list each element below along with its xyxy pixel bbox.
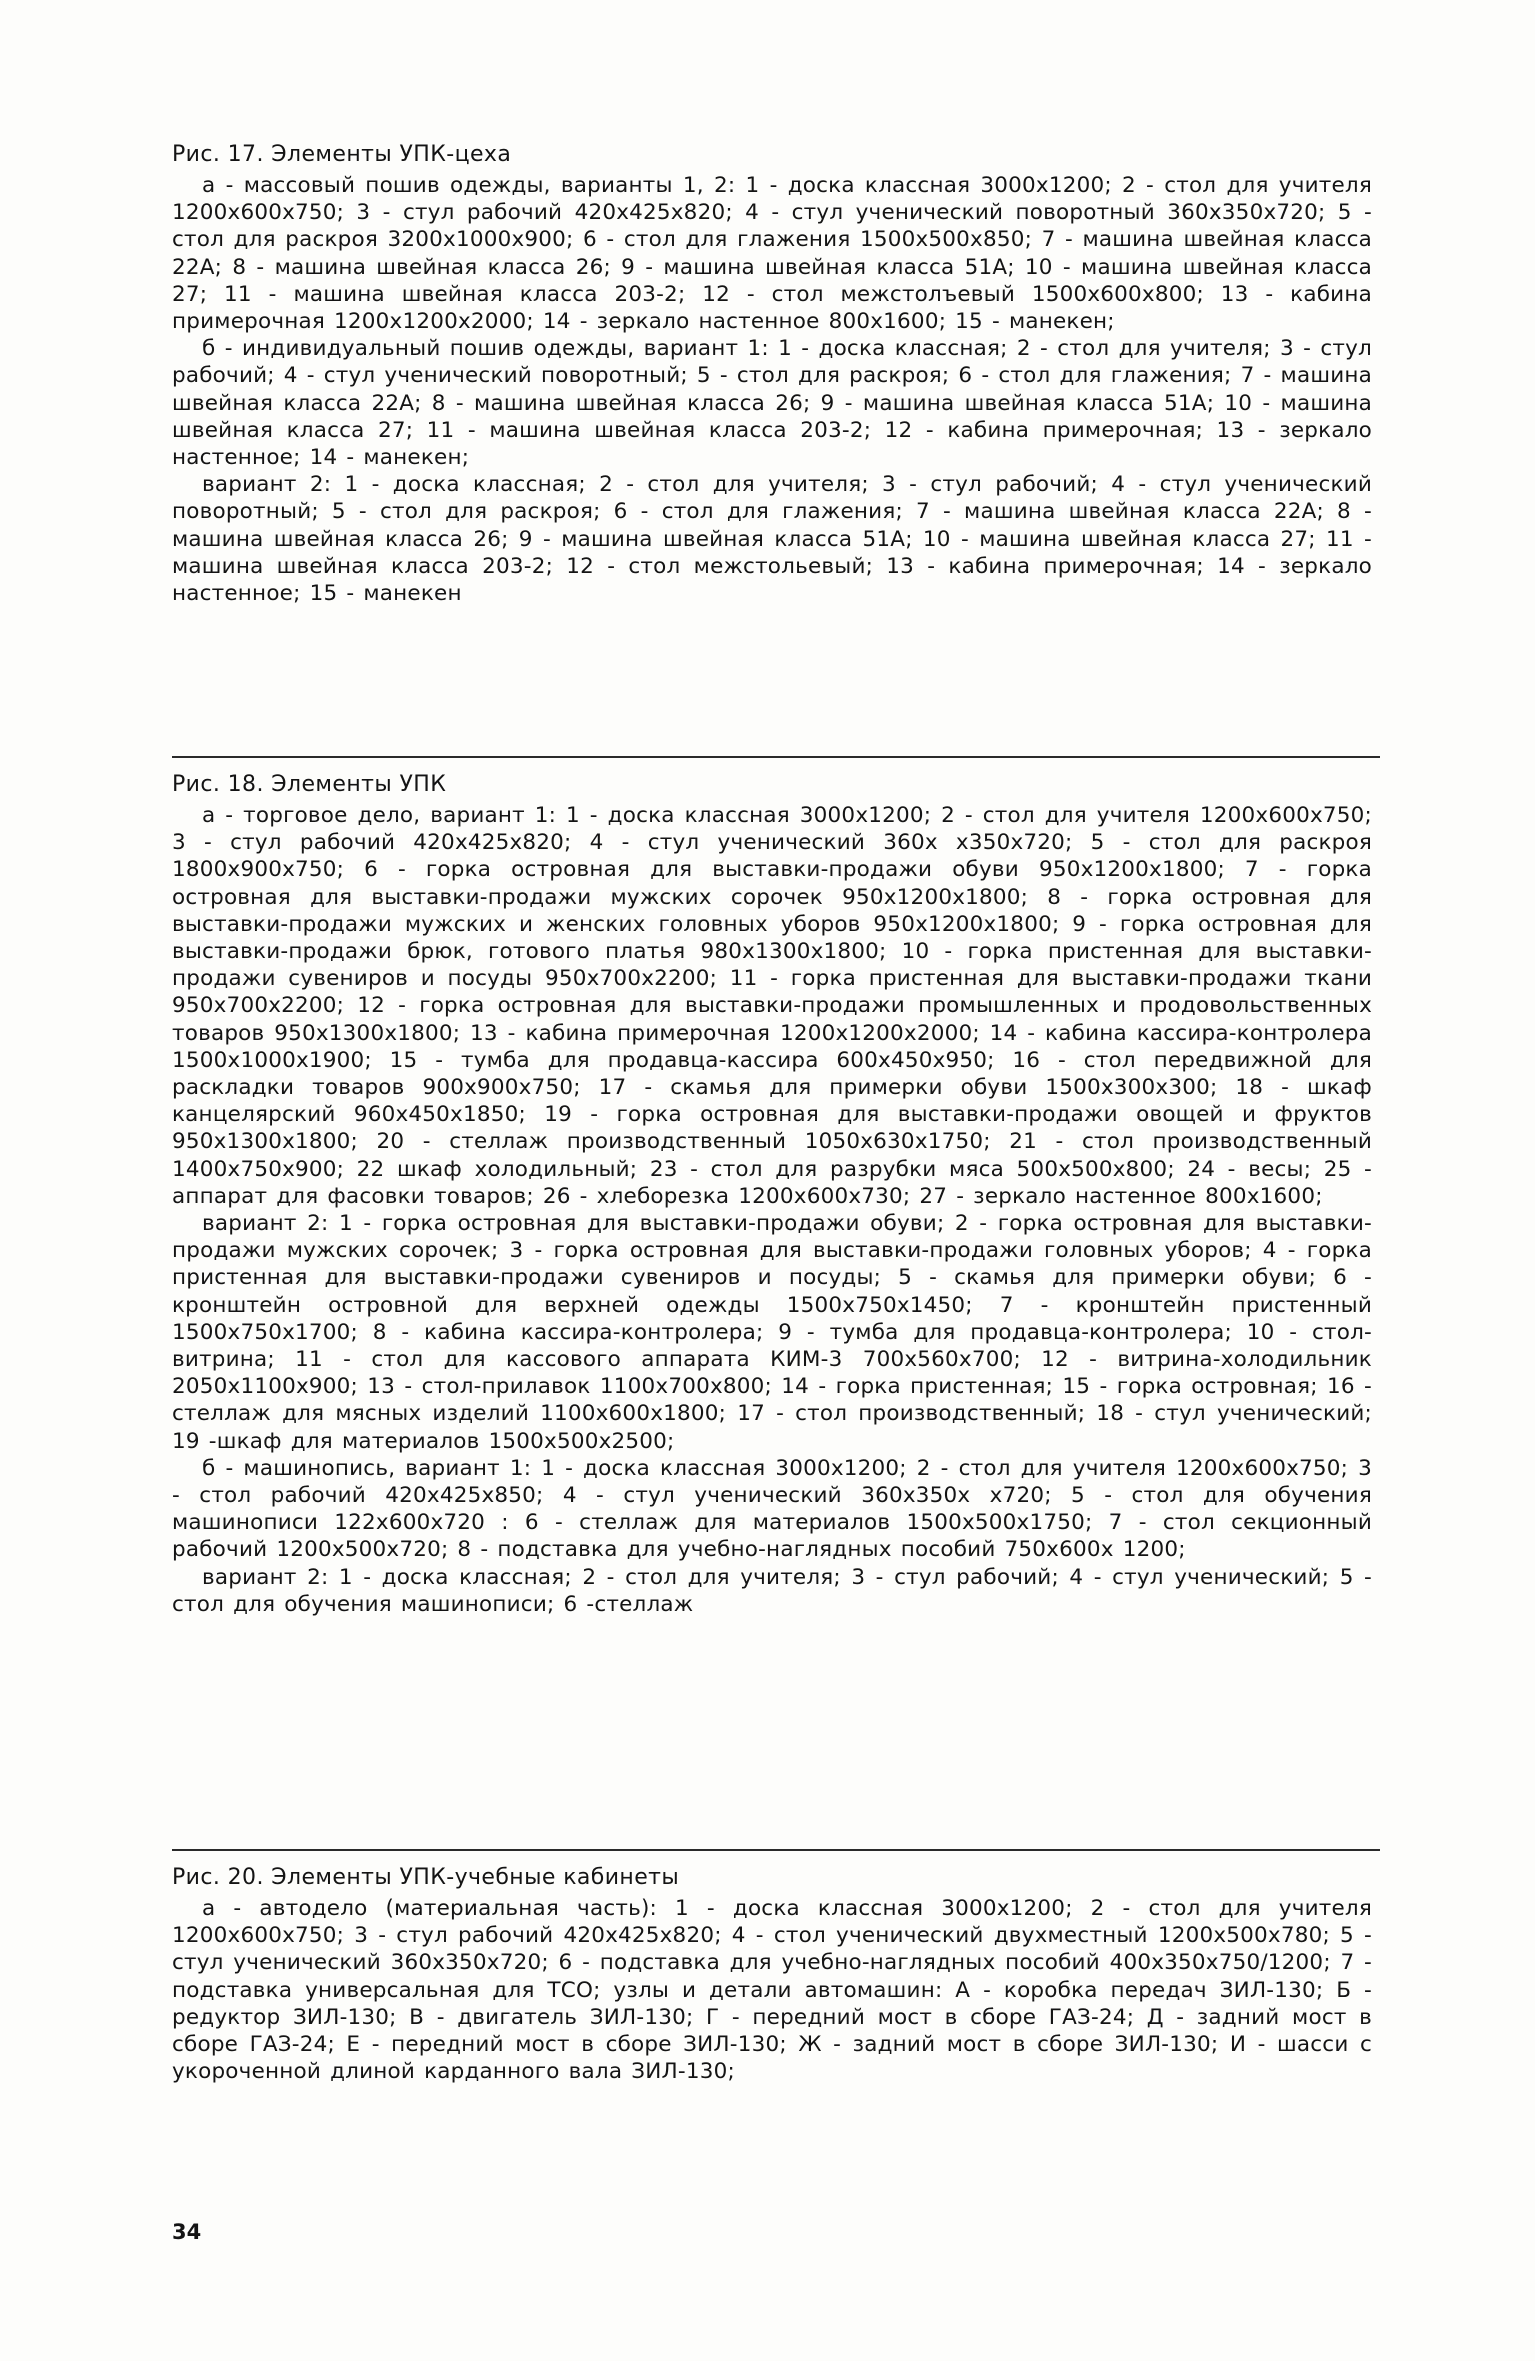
figure-20-caption: Рис. 20. Элементы УПК-учебные кабинеты [172, 1865, 680, 1890]
section-divider [172, 1849, 1380, 1851]
figure-18-paragraph-variant-2: вариант 2: 1 - горка островная для выставки-продажи обуви; 2 - горка островная для выставки-продажи мужских сорочек; 3 - горка островная для выставки-продажи головных уборов; 4 - горка пристенная для выставки-продажи сувениров и посуды; 5 - скамья для примерки обуви; 6 - кронштейн островной для верхней одежды 1500x750x1450; 7 - кронштейн пристенный 1500x750x1700; 8 - кабина кассира-контролера; 9 - тумба для продавца-контролера; 10 - стол-витрина; 11 - стол для кассового аппарата КИМ-3 700x560x700; 12 - витрина-холодильник 2050x1100x900; 13 - стол-прилавок 1100x700x800; 14 - горка пристенная; 15 - горка островная; 16 - стеллаж для мясных изделий 1100x600x1800; 17 - стол производственный; 18 - стул ученический; 19 -шкаф для материалов 1500x500x2500; [172, 1211, 1372, 1454]
figure-18-legend [172, 770, 1372, 1618]
figure-17-paragraph-b: б - индивидуальный пошив одежды, вариант 1: 1 - доска классная; 2 - стол для учителя; 3 - стул рабочий; 4 - стул ученический поворотный; 5 - стол для раскроя; 6 - стол для глажения; 7 - машина швейная класса 22А; 8 - машина швейная класса 26; 9 - машина швейная класса 51А; 10 - машина швейная класса 27; 11 - машина швейная класса 203-2; 12 - кабина примерочная; 13 - зеркало настенное; 14 - манекен; [172, 336, 1372, 471]
figure-18-paragraph-b: б - машинопись, вариант 1: 1 - доска классная 3000x1200; 2 - стол для учителя 1200x600x750; 3 - стол рабочий 420x425x850; 4 - стул ученический 360x350x x720; 5 - стол для обучения машинописи 122x600x720 : 6 - стеллаж для материалов 1500x500x1750; 7 - стол секционный рабочий 1200x500x720; 8 - подставка для учебно-наглядных пособий 750x600x 1200; [172, 1455, 1372, 1563]
figure-18-paragraph-a: а - торговое дело, вариант 1: 1 - доска классная 3000x1200; 2 - стол для учителя 1200x600x750; 3 - стул рабочий 420x425x820; 4 - стул ученический 360x x350x720; 5 - стол для раскроя 1800x900x750; 6 - горка островная для выставки-продажи обуви 950x1200x1800; 7 - горка островная для выставки-продажи мужских сорочек 950x1200x1800; 8 - горка островная для выставки-продажи мужских и женских головных уборов 950x1200x1800; 9 - горка островная для выставки-продажи брюк, готового платья 980x1300x1800; 10 - горка пристенная для выставки-продажи сувениров и посуды 950x700x2200; 11 - горка пристенная для выставки-продажи ткани 950x700x2200; 12 - горка островная для выставки-продажи промышленных и продовольственных товаров 950x1300x1800; 13 - кабина примерочная 1200x1200x2000; 14 - кабина кассира-контролера 1500x1000x1900; 15 - тумба для продавца-кассира 600x450x950; 16 - стол передвижной для раскладки товаров 900x900x750; 17 - скамья для примерки обуви 1500x300x300; 18 - шкаф канцелярский 960x450x1850; 19 - горка островная для выставки-продажи овощей и фруктов 950x1300x1800; 20 - стеллаж производственный 1050x630x1750; 21 - стол производственный 1400x750x900; 22 шкаф холодильный; 23 - стол для разрубки мяса 500x500x800; 24 - весы; 25 - аппарат для фасовки товаров; 26 - хлеборезка 1200x600x730; 27 - зеркало настенное 800x1600; [172, 803, 1372, 1209]
page-number: 34 [172, 2220, 202, 2244]
figure-20-paragraph-a: а - автодело (материальная часть): 1 - доска классная 3000x1200; 2 - стол для учителя 1200x600x750; 3 - стул рабочий 420x425x820; 4 - стол ученический двухместный 1200x500x780; 5 - стул ученический 360x350x720; 6 - подставка для учебно-наглядных пособий 400x350x750/1200; 7 - подставка универсальная для ТСО; узлы и детали автомашин: А - коробка передач ЗИЛ-130; Б - редуктор ЗИЛ-130; В - двигатель ЗИЛ-130; Г - передний мост в сборе ГАЗ-24; Д - задний мост в сборе ГАЗ-24; Е - передний мост в сборе ЗИЛ-130; Ж - задний мост в сборе ЗИЛ-130; И - шасси с укороченной длиной карданного вала ЗИЛ-130; [172, 1896, 1372, 2085]
figure-20-legend [172, 1863, 1372, 2085]
figure-17-paragraph-variant-2: вариант 2: 1 - доска классная; 2 - стол для учителя; 3 - стул рабочий; 4 - стул ученический поворотный; 5 - стол для раскроя; 6 - стол для глажения; 7 - машина швейная класса 22А; 8 - машина швейная класса 26; 9 - машина швейная класса 51А; 10 - машина швейная класса 27; 11 - машина швейная класса 203-2; 12 - стол межстольевый; 13 - кабина примерочная; 14 - зеркало настенное; 15 - манекен [172, 472, 1372, 607]
section-divider [172, 756, 1380, 758]
figure-17-caption: Рис. 17. Элементы УПК-цеха [172, 142, 512, 167]
figure-17-paragraph-a: а - массовый пошив одежды, варианты 1, 2: 1 - доска классная 3000x1200; 2 - стол для учителя 1200x600x750; 3 - стул рабочий 420x425x820; 4 - стул ученический поворотный 360x350x720; 5 - стол для раскроя 3200x1000x900; 6 - стол для глажения 1500x500x850; 7 - машина швейная класса 22А; 8 - машина швейная класса 26; 9 - машина швейная класса 51А; 10 - машина швейная класса 27; 11 - машина швейная класса 203-2; 12 - стол межстолъевый 1500x600x800; 13 - кабина примерочная 1200x1200x2000; 14 - зеркало настенное 800x1600; 15 - манекен; [172, 173, 1372, 335]
figure-18-paragraph-b-variant-2: вариант 2: 1 - доска классная; 2 - стол для учителя; 3 - стул рабочий; 4 - стул ученический; 5 - стол для обучения машинописи; 6 -стеллаж [172, 1564, 1372, 1617]
figure-18-caption: Рис. 18. Элементы УПК [172, 772, 447, 797]
figure-17-legend [172, 140, 1372, 607]
